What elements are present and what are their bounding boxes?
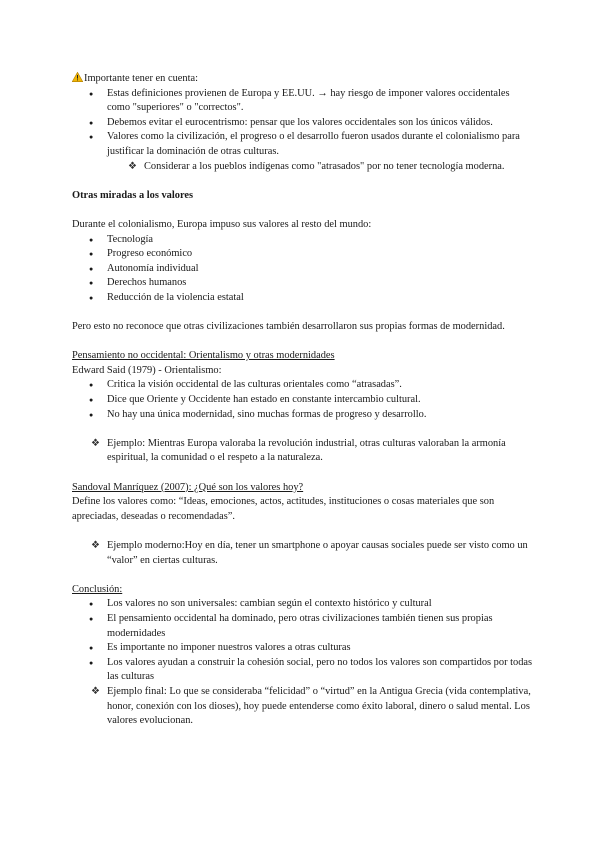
list-item: ● Tecnología	[72, 233, 534, 248]
list-item: ● Dice que Oriente y Occidente han estado en constante intercambio cultural.	[72, 393, 534, 408]
sandoval-example-list	[72, 539, 534, 568]
conclusion-list	[72, 597, 534, 728]
section-heading-otras-miradas: Otras miradas a los valores	[72, 189, 194, 201]
list-item: ● Derechos humanos	[72, 276, 534, 291]
pensamiento-list	[72, 378, 534, 422]
warning-title: Importante tener en cuenta:	[72, 71, 534, 87]
warning-icon	[72, 72, 83, 82]
example-item: ❖ Ejemplo final: Lo que se consideraba “felicidad” o “virtud” en la Antigua Grecia (vida contemplativa, honor, conexión con los dioses), hoy puede entenderse como éxito laboral, dinero o salud mental. Los valores evolucionan.	[91, 685, 531, 727]
list-item: ● Progreso económico	[72, 247, 534, 262]
list-item: ● Critica la visión occidental de las culturas orientales como “atrasadas”.	[72, 378, 534, 393]
example-item: ❖ Ejemplo moderno:Hoy en día, tener un smartphone o apoyar causas sociales puede ser visto como un “valor” en ciertas culturas.	[91, 540, 528, 566]
document-page	[72, 71, 534, 729]
pensamiento-subheading: Edward Said (1979) - Orientalismo:	[72, 364, 222, 376]
sub-list-item: ❖ Considerar a los pueblos indígenas como "atrasados" por no tener tecnología moderna.	[72, 160, 534, 175]
list-item: ● Valores como la civilización, el progreso o el desarrollo fueron usados durante el colonialismo para justificar la dominación de otras culturas.	[72, 130, 534, 159]
otras-miradas-list	[72, 233, 534, 306]
list-item: ● No hay una única modernidad, sino muchas formas de progreso y desarrollo.	[72, 408, 534, 423]
pensamiento-example-list	[72, 437, 534, 466]
list-item: ● Autonomía individual	[72, 262, 534, 277]
warning-list	[72, 87, 534, 175]
diamond-bullet-icon: ❖	[91, 437, 100, 449]
list-item: ● Es importante no imponer nuestros valores a otras culturas	[72, 641, 534, 656]
list-item: ● El pensamiento occidental ha dominado, pero otras civilizaciones también tienen sus propias modernidades	[72, 612, 534, 641]
section-heading-sandoval: Sandoval Manríquez (2007): ¿Qué son los valores hoy?	[72, 481, 304, 493]
list-item: ● Reducción de la violencia estatal	[72, 291, 534, 306]
otras-miradas-paragraph: Pero esto no reconoce que otras civilizaciones también desarrollaron sus propias formas de modernidad.	[72, 321, 505, 333]
diamond-bullet-icon: ❖	[91, 685, 100, 697]
section-heading-pensamiento: Pensamiento no occidental: Orientalismo y otras modernidades	[72, 350, 335, 362]
list-item: ● Debemos evitar el eurocentrismo: pensar que los valores occidentales son los únicos válidos.	[72, 116, 534, 131]
sandoval-definition: Define los valores como: “Ideas, emociones, actos, actitudes, instituciones o cosas materiales que son apreciadas, deseadas o recomendadas”.	[72, 496, 495, 522]
diamond-bullet-icon: ❖	[128, 160, 137, 172]
list-item: ● Los valores ayudan a construir la cohesión social, pero no todos los valores son compartidos por todas las culturas	[72, 656, 534, 685]
otras-miradas-intro: Durante el colonialismo, Europa impuso sus valores al resto del mundo:	[72, 218, 372, 230]
section-heading-conclusion: Conclusión:	[72, 583, 123, 595]
list-item: ● Estas definiciones provienen de Europa y EE.UU. → hay riesgo de imponer valores occidentales como "superiores" o "correctos".	[72, 87, 534, 116]
diamond-bullet-icon: ❖	[91, 540, 100, 551]
example-item: ❖ Ejemplo: Mientras Europa valoraba la revolución industrial, otras culturas valoraban la armonía espiritual, la comunidad o el respeto a la naturaleza.	[91, 437, 506, 464]
list-item: ● Los valores no son universales: cambian según el contexto histórico y cultural	[72, 597, 534, 612]
